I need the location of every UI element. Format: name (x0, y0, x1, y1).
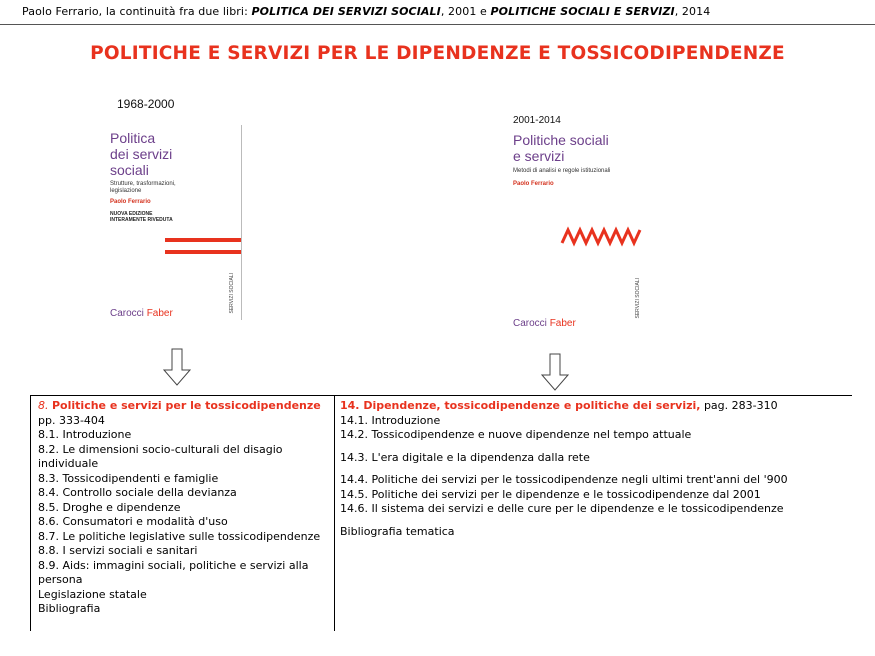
cover2-zigzag-graphic (560, 225, 645, 247)
header-divider (0, 24, 875, 25)
chapter-14-column (340, 399, 850, 539)
cover1-series: SERVIZI SOCIALI (229, 273, 235, 314)
chapters-comparison-table (30, 395, 852, 631)
cover1-subtitle-line: legislazione (110, 188, 142, 194)
header-book2: POLITICHE SOCIALI E SERVIZI (490, 5, 675, 18)
list-item: 14.3. L'era digitale e la dipendenza dalla rete (340, 450, 590, 464)
chapter-8-column (38, 399, 328, 617)
cover1-author: Paolo Ferrario (110, 199, 151, 205)
page-title: POLITICHE E SERVIZI PER LE DIPENDENZE E TOSSICODIPENDENZE (90, 43, 785, 64)
page-header (22, 5, 710, 18)
chapter-14-heading (340, 399, 850, 414)
cover2-publisher-b: Faber (549, 318, 576, 329)
cover1-publisher-a: Carocci (110, 308, 147, 319)
header-suffix: , 2014 (674, 5, 711, 18)
book-cover-1968-2000 (105, 95, 255, 335)
chapter-8-title: Politiche e servizi per le tossicodipendenze (52, 399, 321, 412)
chapter-8-number: 8. (38, 399, 49, 412)
list-item: 8.3. Tossicodipendenti e famiglie (38, 471, 219, 485)
cover1-red-bar (165, 238, 242, 242)
cover2-author: Paolo Ferrario (513, 181, 554, 187)
list-item: 8.2. Le dimensioni socio-culturali del disagio individuale (38, 442, 283, 470)
cover1-title-line: dei servizi (110, 146, 173, 162)
cover1-title-line: Politica (110, 130, 156, 146)
cover2-title-line: Politiche sociali (513, 132, 609, 148)
list-item: 14.1. Introduzione (340, 413, 441, 427)
chapter-8-pages: pp. 333-404 (38, 413, 105, 427)
chapter-8-heading (38, 399, 328, 428)
cover2-years: 2001-2014 (513, 115, 561, 126)
header-book1: POLITICA DEI SERVIZI SOCIALI (251, 5, 441, 18)
table-middle-border (334, 395, 335, 631)
list-item: 8.6. Consumatori e modalità d'uso (38, 515, 228, 528)
cover2-publisher (513, 318, 576, 329)
cover1-years: 1968-2000 (117, 97, 175, 111)
list-item: 8.8. I servizi sociali e sanitari (38, 544, 198, 557)
cover1-edition (110, 211, 173, 223)
cover2-title (513, 132, 609, 164)
down-arrow-icon (163, 348, 191, 386)
list-item: 8.5. Droghe e dipendenze (38, 500, 181, 514)
book-cover-2001-2014 (510, 110, 660, 340)
list-item: 8.4. Controllo sociale della devianza (38, 486, 237, 499)
list-item: 14.5. Politiche dei servizi per le dipendenze e le tossicodipendenze dal 2001 (340, 487, 761, 501)
list-item: 8.9. Aids: immagini sociali, politiche e servizi alla persona (38, 558, 309, 586)
cover2-subtitle: Metodi di analisi e regole istituzionali (513, 168, 611, 174)
chapter-14-title: 14. Dipendenze, tossicodipendenze e politiche dei servizi, (340, 399, 701, 412)
list-item: 14.2. Tossicodipendenze e nuove dipendenze nel tempo attuale (340, 428, 692, 441)
cover1-subtitle-line: Strutture, trasformazioni, (110, 181, 176, 187)
cover1-red-bar (165, 250, 242, 254)
bibliography-label: Bibliografia tematica (340, 524, 455, 538)
cover1-spine (241, 125, 242, 320)
list-item: 14.6. Il sistema dei servizi e delle cure per le dipendenze e le tossicodipendenze (340, 502, 784, 515)
header-prefix: Paolo Ferrario, la continuità fra due libri: (22, 5, 252, 18)
cover1-edition-line: NUOVA EDIZIONE (110, 211, 153, 217)
header-mid: , 2001 e (440, 5, 491, 18)
cover1-subtitle (110, 181, 176, 195)
list-item: 8.7. Le politiche legislative sulle tossicodipendenze (38, 529, 321, 543)
down-arrow-icon (541, 353, 569, 391)
list-item: Bibliografia (38, 602, 101, 615)
cover1-title-line: sociali (110, 162, 149, 178)
chapter-14-pages: pag. 283-310 (700, 399, 778, 412)
cover2-series: SERVIZI SOCIALI (635, 278, 641, 319)
cover2-title-line: e servizi (513, 148, 565, 164)
table-left-border (30, 395, 31, 631)
cover2-publisher-a: Carocci (513, 318, 550, 329)
list-item: 14.4. Politiche dei servizi per le tossicodipendenze negli ultimi trent'anni del '900 (340, 473, 788, 486)
cover1-title (110, 130, 172, 178)
list-item: 8.1. Introduzione (38, 428, 132, 441)
cover1-publisher (110, 308, 173, 319)
list-item: Legislazione statale (38, 587, 147, 601)
cover1-publisher-b: Faber (146, 308, 173, 319)
cover1-edition-line: INTERAMENTE RIVEDUTA (110, 217, 173, 223)
table-top-border (30, 395, 852, 396)
